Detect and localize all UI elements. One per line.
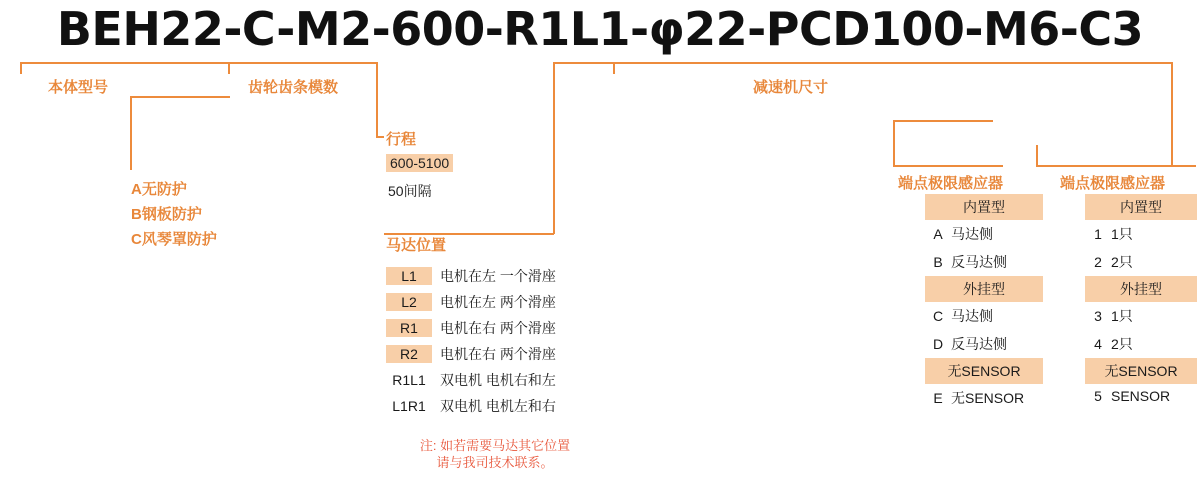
sensor-right-section-none: 无SENSOR [1085, 358, 1197, 384]
sensor-left-title: 端点极限感应器 [898, 175, 1004, 192]
sensor-right-table [1085, 194, 1197, 408]
connector-line [20, 62, 22, 74]
motor-position-code: L1R1 [386, 397, 432, 415]
connector-line [553, 62, 613, 64]
sensor-right-desc: 2只 [1111, 254, 1133, 270]
connector-line [553, 62, 555, 234]
sensor-right-code: 3 [1094, 308, 1102, 324]
sensor-left-section-builtin: 内置型 [925, 194, 1043, 220]
connector-line [1171, 62, 1173, 74]
sensor-right-code: 1 [1094, 226, 1102, 242]
connector-line [376, 136, 384, 138]
motor-position-code: L1 [386, 267, 432, 285]
group-label-body-model: 本体型号 [48, 79, 109, 96]
body-model-option-c: C风琴罩防护 [131, 231, 217, 248]
connector-line [613, 62, 615, 74]
sensor-left-section-none: 无SENSOR [925, 358, 1043, 384]
sensor-left-code: A [933, 226, 943, 242]
motor-position-desc: 双电机 电机左和右 [440, 398, 556, 414]
sensor-left-row [925, 384, 1043, 412]
motor-position-code: R2 [386, 345, 432, 363]
sensor-right-desc: 2只 [1111, 336, 1133, 352]
sensor-right-desc: SENSOR [1111, 388, 1171, 404]
part-code-title: BEH22-C-M2-600-R1L1-φ22-PCD100-M6-C3 [56, 2, 1144, 56]
sensor-right-row [1085, 330, 1197, 358]
sensor-right-row [1085, 302, 1197, 330]
stroke-interval: 50间隔 [388, 183, 432, 199]
sensor-left-code: B [933, 254, 943, 270]
motor-position-desc: 电机在左 两个滑座 [440, 294, 556, 310]
sensor-right-section-builtin: 内置型 [1085, 194, 1197, 220]
sensor-left-section-external: 外挂型 [925, 276, 1043, 302]
motor-position-row [386, 292, 556, 312]
connector-line [20, 62, 230, 64]
motor-position-row [386, 266, 556, 286]
motor-position-code: R1 [386, 319, 432, 337]
connector-line [613, 62, 1173, 64]
motor-position-row [386, 370, 556, 390]
connector-line [228, 62, 378, 64]
connector-line [1171, 74, 1173, 165]
sensor-right-row [1085, 384, 1197, 408]
sensor-right-title: 端点极限感应器 [1060, 175, 1166, 192]
motor-position-desc: 电机在左 一个滑座 [440, 268, 556, 284]
sensor-right-row [1085, 248, 1197, 276]
sensor-left-desc: 马达侧 [951, 308, 993, 324]
sensor-right-desc: 1只 [1111, 308, 1133, 324]
sensor-right-code: 5 [1094, 388, 1102, 404]
connector-line [893, 120, 993, 122]
body-model-option-b: B钢板防护 [131, 206, 202, 223]
sensor-left-table [925, 194, 1043, 412]
sensor-left-code: D [932, 336, 944, 352]
motor-position-desc: 双电机 电机右和左 [440, 372, 556, 388]
sensor-right-row [1085, 220, 1197, 248]
motor-position-row [386, 318, 556, 338]
sensor-right-code: 2 [1094, 254, 1102, 270]
sensor-left-desc: 马达侧 [951, 226, 993, 242]
motor-position-desc: 电机在右 两个滑座 [440, 346, 556, 362]
sensor-right-desc: 1只 [1111, 226, 1133, 242]
motor-position-code: L2 [386, 293, 432, 311]
motor-position-row [386, 344, 556, 364]
connector-line [1036, 145, 1038, 165]
sensor-left-row [925, 220, 1043, 248]
sensor-left-row [925, 248, 1043, 276]
motor-position-note [380, 437, 610, 471]
sensor-left-code: C [932, 308, 944, 324]
connector-line [376, 62, 378, 138]
sensor-left-row [925, 302, 1043, 330]
body-model-option-a: A无防护 [131, 181, 187, 198]
sensor-left-desc: 反马达侧 [951, 254, 1007, 270]
sensor-left-row [925, 330, 1043, 358]
connector-line [130, 96, 132, 170]
sensor-right-section-external: 外挂型 [1085, 276, 1197, 302]
motor-position-note-line2: 请与我司技术联系。 [436, 455, 554, 470]
group-label-gear-rack-module: 齿轮齿条模数 [248, 79, 339, 96]
sensor-left-code: E [933, 390, 943, 406]
stroke-title: 行程 [386, 131, 417, 148]
motor-position-code: R1L1 [386, 371, 432, 389]
motor-position-title: 马达位置 [386, 237, 447, 254]
motor-position-desc: 电机在右 两个滑座 [440, 320, 556, 336]
group-label-reducer-size: 减速机尺寸 [753, 79, 829, 96]
connector-line [130, 96, 230, 98]
connector-line [1036, 165, 1196, 167]
connector-line [893, 120, 895, 165]
motor-position-note-line1: 注: 如若需要马达其它位置 [419, 438, 571, 453]
sensor-left-desc: 反马达侧 [951, 336, 1007, 352]
motor-position-row [386, 396, 556, 416]
sensor-right-code: 4 [1094, 336, 1102, 352]
connector-line [893, 165, 1003, 167]
sensor-left-desc: 无SENSOR [951, 390, 1025, 406]
stroke-range: 600-5100 [386, 154, 453, 172]
